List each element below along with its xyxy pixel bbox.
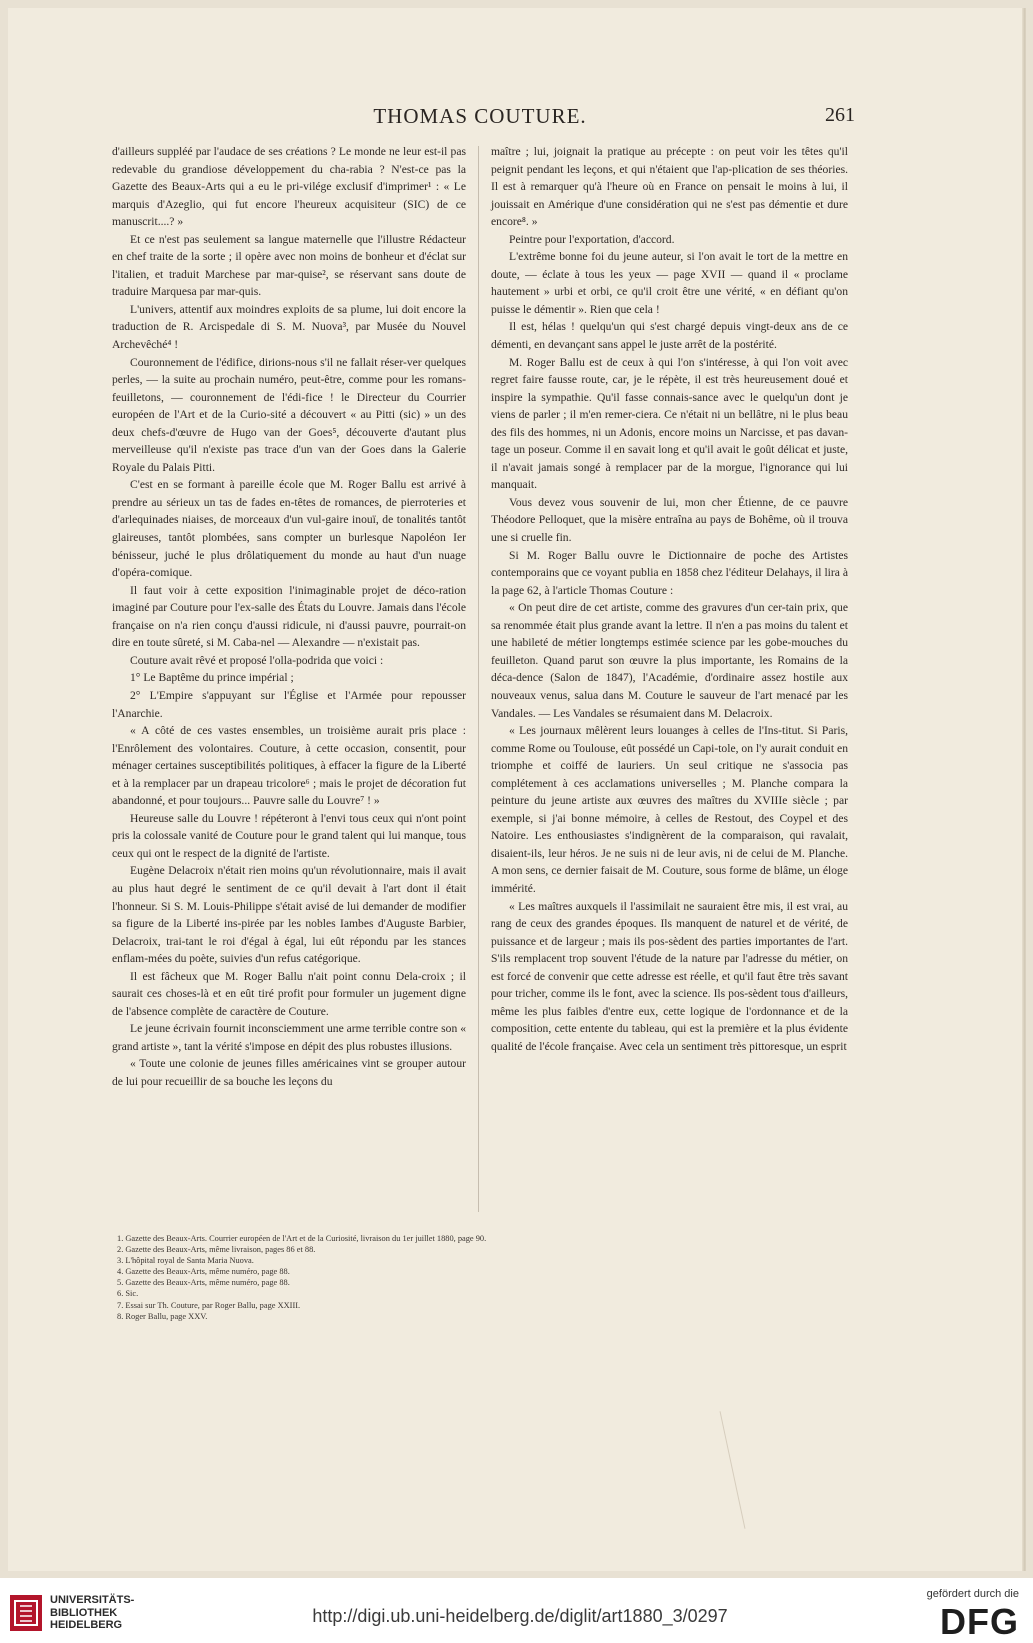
left-column-paragraph: Il est fâcheux que M. Roger Ballu n'ait point connu Dela-croix ; il saurait ces choses-là et en eût tiré profit pour formuler un jugement digne de l'absence complète de caractère de Couture. bbox=[112, 969, 466, 1018]
left-column-paragraph: Le jeune écrivain fournit inconsciemment une arme terrible contre son « grand artiste », tant la vérité s'impose en dépit des plus robustes illusions. bbox=[112, 1022, 466, 1053]
right-column-paragraph: L'extrême bonne foi du jeune auteur, si l'on avait le tort de la mettre en doute, — éclate à tous les yeux — page XVII — quand il « proclame hautement » urbi et orbi, ce qu'il croit être une vérité, « en défiant qu'on puisse le démentir ». Rien que cela ! bbox=[491, 250, 848, 316]
library-name-line2: BIBLIOTHEK bbox=[50, 1606, 118, 1619]
footnote: 7. Essai sur Th. Couture, par Roger Ballu, page XXIII. bbox=[117, 1300, 301, 1310]
page-number: 261 bbox=[825, 104, 855, 126]
column-divider bbox=[478, 146, 479, 1212]
left-column-paragraph: Couronnement de l'édifice, dirions-nous s'il ne fallait réser-ver quelques perles, — la suite au prochain numéro, peut-être, comme pour les romans-feuilletons, — couronnement de l'édi-fice ! le Directeur du Courrier européen de l'Art et de la Curio-sité a découvert « au Pitti (sic) » un des deux chefs-d'œuvre de Hugo van der Goes⁵, découverte d'autant plus merveilleuse qu'il n'existe pas trace d'un van der Goes dans la Galerie Royale du Palais Pitti. bbox=[112, 355, 466, 474]
right-column-paragraph: maître ; lui, joignait la pratique au précepte : on peut voir les têtes qu'il peignit pendant les leçons, et qui n'étaient que l'ap-plication de ses théories. Il est à remarquer qu'à l'heure où en France on pensait le moins à lui, il jouissait en Amérique d'une considération qui ne s'est pas démentie et dure encore⁸. » bbox=[491, 145, 848, 229]
heidelberg-university-library-logo-icon[interactable] bbox=[10, 1595, 42, 1631]
library-name-line1: UNIVERSITÄTS- bbox=[50, 1594, 135, 1606]
right-column-paragraph: Il est, hélas ! quelqu'un qui s'est chargé depuis vingt-deux ans de ce démenti, en devançant sans appel le juste arrêt de la postérité. bbox=[491, 320, 848, 352]
footnote: 8. Roger Ballu, page XXV. bbox=[117, 1311, 208, 1321]
footnotes bbox=[117, 1233, 817, 1322]
left-column-paragraph: Couture avait rêvé et proposé l'olla-podrida que voici : bbox=[130, 653, 384, 667]
left-column-paragraph: 1° Le Baptême du prince impérial ; bbox=[130, 671, 294, 685]
left-column-paragraph: Eugène Delacroix n'était rien moins qu'un révolutionnaire, mais il avait au plus haut degré le sentiment de ce qu'il devait à l'art dont il était l'honneur. Si S. M. Louis-Philippe s'était avisé de lui demander de modifier sa figure de la Liberté ins-pirée par les nobles Iambes d'Auguste Barbier, Delacroix, trai-tant le roi d'égal à égal, lui eût répondu par les stances enflam-mées du poète, suivies d'un refus catégorique. bbox=[112, 864, 466, 966]
left-column-paragraph: « Toute une colonie de jeunes filles américaines vint se grouper autour de lui pour recueillir de sa bouche les leçons du bbox=[112, 1057, 466, 1088]
permalink-url[interactable]: http://digi.ub.uni-heidelberg.de/diglit/art1880_3/0297 bbox=[312, 1606, 728, 1626]
right-column-paragraph: Peintre pour l'exportation, d'accord. bbox=[509, 232, 675, 246]
footnote: 5. Gazette des Beaux-Arts, même numéro, page 88. bbox=[117, 1278, 290, 1288]
left-column-paragraph: « A côté de ces vastes ensembles, un troisième aurait pris place : l'Enrôlement des volontaires. Couture, à cette occasion, consentit, pour ménager certaines susceptibilités politiques, à effacer la figure de la Liberté et à la remplacer par un drapeau tricolore⁶ ; mais le projet de décoration fut abandonné, et pour toujours... Pauvre salle du Louvre⁷ ! » bbox=[112, 724, 466, 808]
right-column-paragraph: Vous devez vous souvenir de lui, mon cher Étienne, de ce pauvre Théodore Pelloquet, que la misère entraîna au pays de Bohême, où il trouva une si cruelle fin. bbox=[491, 495, 848, 545]
right-column-paragraph: « Les maîtres auxquels il l'assimilait ne sauraient être mis, il est vrai, au rang de ceux des grandes époques. Ils manquent de naturel et de vérité, de puissance et de largeur ; mais ils pos-sèdent des parties importantes de l'art. S'ils remplacent trop souvent l'étude de la nature par l'adresse du métier, on est forcé de convenir que cette adresse est réelle, et qu'il faut être très savant pour tricher, comme ils le font, avec la science. Ils pos-sèdent tous d'ailleurs, même les plus faibles d'entre eux, cette logique de l'ordonnance et de la composition, cette entente du tableau, qui est la première et la plus évidente qualité de l'école française. Avec cela un sentiment très pittoresque, un esprit bbox=[491, 899, 848, 1053]
left-column bbox=[112, 143, 466, 1091]
footnote: 4. Gazette des Beaux-Arts, même numéro, page 88. bbox=[117, 1267, 290, 1277]
library-name-line3: HEIDELBERG bbox=[50, 1619, 123, 1631]
funded-by-text: gefördert durch die bbox=[926, 1588, 1019, 1600]
left-column-paragraph: Heureuse salle du Louvre ! répéteront à l'envi tous ceux qui n'ont point pris la colossale vanité de Couture pour le grand talent qui lui manque, tous ceux qui ont le respect de la dignité de l'artiste. bbox=[112, 811, 466, 860]
left-column-paragraph: C'est en se formant à pareille école que M. Roger Ballu est arrivé à prendre au sérieux un tas de fades en-têtes de romances, de pierroteries et d'arlequinades niaises, de morceaux d'un vul-gaire inouï, de tonalités tantôt glaireuses, tantôt plombées, sans compter un burlesque Napoléon Ier bénisseur, juché le plus drôlatiquement du monde au haut d'un nuage d'opéra-comique. bbox=[112, 478, 466, 580]
right-column-paragraph: « On peut dire de cet artiste, comme des gravures d'un cer-tain prix, que sa renommée était plus grande avant la lettre. Il n'en a pas moins du talent et une habileté de métier longtemps estimée science par les gobe-mouches du feuilleton. Quand parut son œuvre la plus importante, les Romains de la déca-dence (Salon de 1847), l'Académie, d'ordinaire assez hostile aux nouveaux venus, salua dans M. Couture le sauveur de l'art menacé par les Vandales. — Les Vandales se résumaient dans M. Delacroix. bbox=[491, 601, 848, 720]
left-column-paragraph: Il faut voir à cette exposition l'inimaginable projet de déco-ration imaginé par Couture pour l'ex-salle des États du Louvre. Jamais dans l'école française on n'a rien conçu d'aussi ridicule, ni d'aussi pauvre, pourrait-on dire en toute sûreté, si M. Caba-nel — Alexandre — n'existait pas. bbox=[112, 583, 466, 650]
left-column-paragraph: 2° L'Empire s'appuyant sur l'Église et l'Armée pour repousser l'Anarchie. bbox=[112, 688, 466, 720]
left-column-paragraph: L'univers, attentif aux moindres exploits de sa plume, lui doit encore la traduction de R. Arcispedale di S. M. Nuova³, par Musée du Nouvel Archevêché⁴ ! bbox=[112, 302, 466, 352]
footnote: 6. Sic. bbox=[117, 1289, 139, 1299]
left-column-paragraph: d'ailleurs suppléé par l'audace de ses créations ? Le monde ne leur est-il pas redevable du grandiose développement du cha-rabia ? N'est-ce pas la Gazette des Beaux-Arts qui a eu le pri-vilége exclusif d'imprimer¹ : « Le marquis d'Azeglio, qui fut encore l'heureux acquisiteur (SIC) de ce manuscrit....? » bbox=[112, 145, 466, 229]
right-column-paragraph: « Les journaux mêlèrent leurs louanges à celles de l'Ins-titut. Si Paris, comme Rome ou Toulouse, eût possédé un Capi-tole, on l'y aurait conduit en triomphe et coiffé de lauriers. Un seul critique ne s'associa pas complétement à ces acclamations universelles ; M. Planche compara la peinture du jeune artiste aux œuvres des maîtres du XVIIIe siècle ; par exemple, si j'ai bonne mémoire, à celles de Restout, des Coypel et des Natoire. Les enthousiastes s'indignèrent de la comparaison, qui ravalait, disaient-ils, leur héros. Je ne suis ni de leur avis, ni de celui de M. Planche. A mon sens, ce dernier faisait de M. Couture, sous forme de blâme, un éloge immérité. bbox=[491, 724, 848, 895]
footnote: 1. Gazette des Beaux-Arts. Courrier européen de l'Art et de la Curiosité, livraison du 1er juillet 1880, page 90. bbox=[117, 1234, 487, 1243]
dfg-logo-icon[interactable]: DFG bbox=[940, 1601, 1019, 1642]
left-column-paragraph: Et ce n'est pas seulement sa langue maternelle que l'illustre Rédacteur en chef traite de la sorte ; il opère avec non moins de bonheur et d'éclat sur l'italien, et traduit Marchese par mar-quise², se réservant sans doute de traduire Marquesa par mar-quis. bbox=[112, 232, 466, 299]
footnote: 2. Gazette des Beaux-Arts, même livraison, pages 86 et 88. bbox=[117, 1245, 316, 1255]
page-fold bbox=[1022, 8, 1025, 1571]
footnote: 3. L'hôpital royal de Santa Maria Nuova. bbox=[117, 1256, 254, 1266]
right-column bbox=[491, 143, 848, 1055]
right-column-paragraph: Si M. Roger Ballu ouvre le Dictionnaire de poche des Artistes contemporains que ce voyant publia en 1858 chez l'éditeur Delahays, il lira à la page 62, à l'article Thomas Couture : bbox=[491, 548, 848, 597]
running-title: THOMAS COUTURE. bbox=[373, 104, 587, 128]
right-column-paragraph: M. Roger Ballu est de ceux à qui l'on s'intéresse, à qui l'on voit avec regret faire fausse route, car, je le répète, il est très heureusement doué et inspire la sympathie. Qu'il fasse connais-sance avec le quelqu'un dont je viens de parler ; il m'en remer-ciera. Ce n'était ni un bellâtre, ni le plus beau des fils des hommes, ni un Adonis, encore moins un Narcisse, et pas davan-tage un poseur. Comme il en savait long et qu'il avait le goût délicat et juste, il n'avait jamais songé à remplacer par de la morgue, l'ignorance qui lui manquait. bbox=[491, 355, 848, 492]
library-name[interactable] bbox=[50, 1594, 134, 1632]
